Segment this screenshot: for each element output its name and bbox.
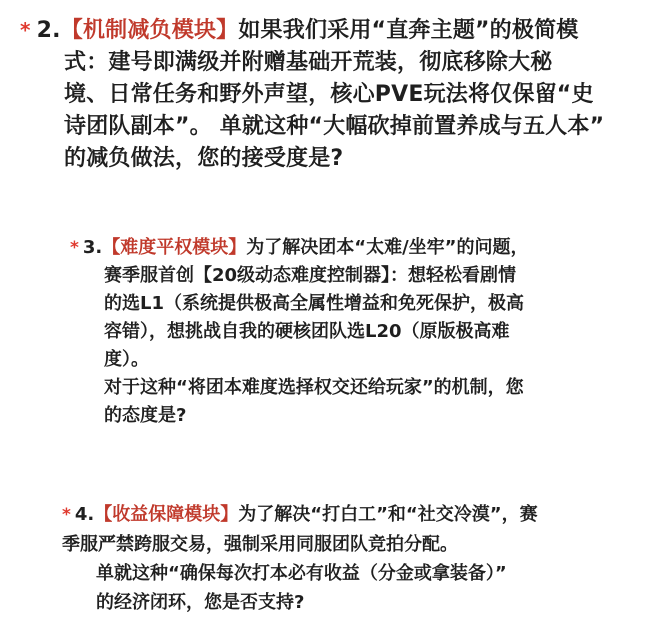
question-4 [62,500,538,617]
question-3-number: 3. [82,237,103,258]
question-2-number: 2. [36,18,61,43]
required-star-icon: * [62,505,71,525]
question-2-text-line: 如果我们采用“直奔主题”的极简模 [238,18,579,43]
question-3-first-line [70,234,529,262]
required-star-icon: * [20,18,31,42]
question-3-text-line: 容错），想挑战自我的硬核团队选L20（原版极高难 [104,321,510,342]
question-3-text-line: 度）。 [104,349,149,370]
question-2-text-line: 的减负做法，您的接受度是? [64,146,344,171]
question-3-text-line: 的态度是? [104,405,187,426]
question-4-tag: 【收益保障模块】 [94,504,239,525]
question-4-first-line [62,500,538,530]
question-4-text-line: 的经济闭环，您是否支持? [96,592,305,613]
question-3-text-line: 对于这种“将团本难度选择权交还给玩家”的机制，您 [104,377,524,398]
question-4-text-line: 季服严禁跨服交易，强制采用同服团队竞拍分配。 [62,534,458,555]
question-4-text-line: 为了解决“打白工”和“社交冷漠”，赛 [238,504,538,525]
question-4-text-line: 单就这种“确保每次打本必有收益（分金或拿装备）” [96,563,507,584]
question-3 [70,234,529,430]
question-2-text-line: 式：建号即满级并附赠基础开荒装，彻底移除大秘 [64,50,553,75]
question-3-tag: 【难度平权模块】 [102,237,247,258]
required-star-icon: * [70,238,79,258]
question-2-text-line: 诗团队副本”。 单就这种“大幅砍掉前置养成与五人本” [64,114,605,139]
question-3-text-line: 赛季服首创【20级动态难度控制器】：想轻松看剧情 [104,265,517,286]
question-3-text-line: 为了解决团本“太难/坐牢”的问题， [246,237,529,258]
question-2 [20,14,604,175]
question-2-tag: 【机制减负模块】 [60,18,239,43]
question-4-number: 4. [74,504,95,525]
question-2-text-line: 境、日常任务和野外声望，核心PVE玩法将仅保留“史 [64,82,594,107]
question-3-text-line: 的选L1（系统提供极高全属性增益和免死保护，极高 [104,293,524,314]
question-2-first-line [20,14,604,47]
